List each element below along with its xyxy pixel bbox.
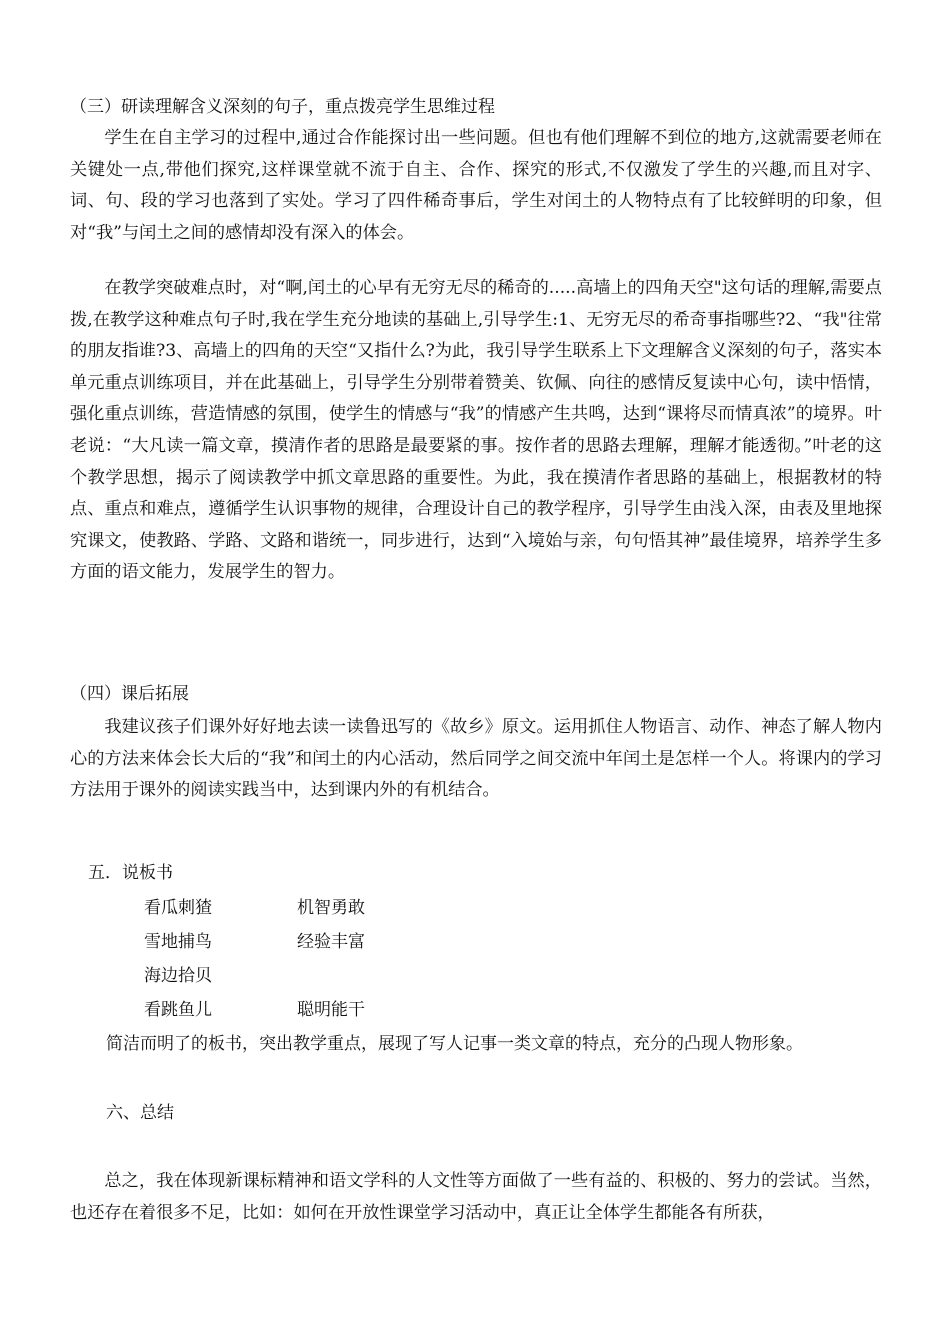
section3-paragraph-2: 在教学突破难点时，对“啊,闰土的心早有无穷无尽的稀奇的.....高墙上的四角天空"这句话的理解,需要点拨,在教学这种难点句子时,我在学生充分地读的基础上,引导学生:1、无穷无尽的希奇事指哪些?2、“我"往常的朋友指谁?3、高墙上的四角的天空“又指什么?为此，我引导学生联系上下文理解含义深刻的句子，落实本单元重点训练项目，并在此基础上，引导学生分别带着赞美、钦佩、向往的感情反复读中心句，读中悟情，强化重点训练，营造情感的氛围，使学生的情感与“我”的情感产生共鸣，达到“课将尽而情真浓”的境界。叶老说：“大凡读一篇文章，摸清作者的思路是最要紧的事。按作者的思路去理解，理解才能透彻。”叶老的这个教学思想，揭示了阅读教学中抓文章思路的重要性。为此，我在摸清作者思路的基础上，根据教材的特点、重点和难点，遵循学生认识事物的规律，合理设计自己的教学程序，引导学生由浅入深，由表及里地探究课文，使教路、学路、文路和谐统一，同步进行，达到“入境始与亲，句句悟其神”最佳境界，培养学生多方面的语文能力，发展学生的智力。	[70, 278, 882, 583]
section6-heading: 六、总结	[106, 1103, 174, 1123]
section4-heading: （四）课后拓展	[70, 684, 189, 704]
section4-paragraph: 我建议孩子们课外好好地去读一读鲁迅写的《故乡》原文。运用抓住人物语言、动作、神态了解人物内心的方法来体会长大后的“我”和闰土的内心活动，然后同学之间交流中年闰土是怎样一个人。将课内的学习方法用于课外的阅读实践当中，达到课内外的有机结合。	[70, 717, 882, 801]
section5-heading: 五．说板书	[88, 863, 173, 883]
board-left-item: 海边拾贝	[144, 966, 212, 986]
board-right-item: 机智勇敢	[297, 898, 365, 918]
board-right-item: 聪明能干	[297, 1000, 365, 1020]
board-summary: 简洁而明了的板书，突出教学重点，展现了写人记事一类文章的特点，充分的凸现人物形象。	[106, 1034, 803, 1054]
section6-paragraph: 总之，我在体现新课标精神和语文学科的人文性等方面做了一些有益的、积极的、努力的尝试。当然，也还存在着很多不足，比如：如何在开放性课堂学习活动中，真正让全体学生都能各有所获，	[70, 1171, 882, 1223]
board-right-item: 经验丰富	[297, 932, 365, 952]
board-left-item: 看瓜刺猹	[144, 898, 212, 918]
section3-paragraph-1: 学生在自主学习的过程中,通过合作能探讨出一些问题。但也有他们理解不到位的地方,这就需要老师在关键处一点,带他们探究,这样课堂就不流于自主、合作、探究的形式,不仅激发了学生的兴趣,而且对字、词、句、段的学习也落到了实处。学习了四件稀奇事后，学生对闰土的人物特点有了比较鲜明的印象，但对“我”与闰土之间的感情却没有深入的体会。	[70, 128, 882, 243]
board-left-item: 看跳鱼儿	[144, 1000, 212, 1020]
board-left-item: 雪地捕鸟	[144, 932, 212, 952]
section3-heading: （三）研读理解含义深刻的句子，重点拨亮学生思维过程	[70, 97, 495, 117]
